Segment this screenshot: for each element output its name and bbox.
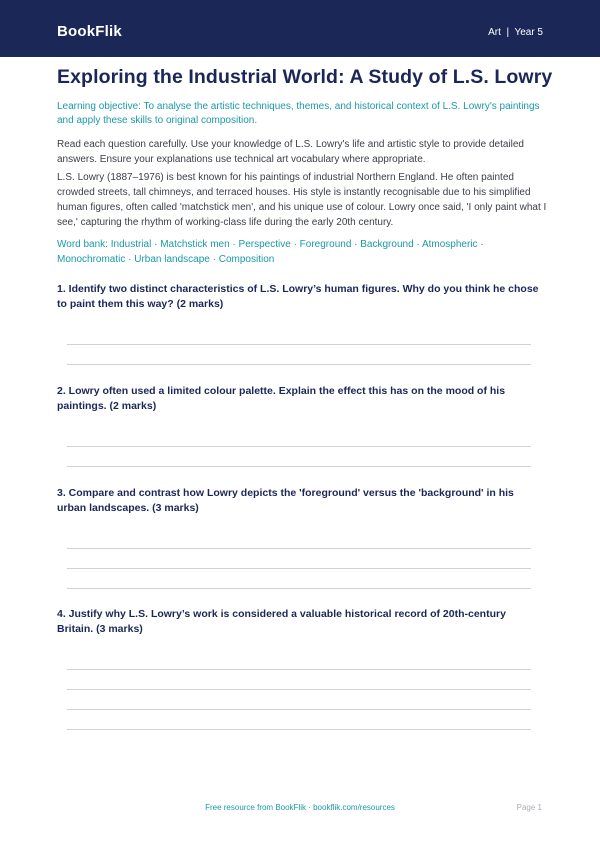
- answer-line[interactable]: [67, 669, 531, 670]
- answer-line[interactable]: [67, 446, 531, 447]
- question-3: 3. Compare and contrast how Lowry depicts the 'foreground' versus the 'background' in his urban landscapes. (3 marks): [57, 487, 514, 514]
- answer-line[interactable]: [67, 729, 531, 730]
- answer-line[interactable]: [67, 568, 531, 569]
- worksheet-title: Exploring the Industrial World: A Study of L.S. Lowry: [57, 66, 553, 88]
- question-4: 4. Justify why L.S. Lowry’s work is considered a valuable historical record of 20th-century Britain. (3 marks): [57, 608, 506, 635]
- word-bank: Word bank: Industrial · Matchstick men · Perspective · Foreground · Background · Atmospheric · Monochromatic · Urban landscape · Composition: [57, 239, 484, 265]
- footer-resource-link[interactable]: Free resource from BookFlik · bookflik.com/resources: [205, 803, 395, 812]
- answer-line[interactable]: [67, 588, 531, 589]
- answer-line[interactable]: [67, 689, 531, 690]
- question-1: 1. Identify two distinct characteristics of L.S. Lowry’s human figures. Why do you think he chose to paint them this way? (2 marks): [57, 283, 539, 310]
- page-number: Page 1: [516, 803, 542, 812]
- learning-objective: Learning objective: To analyse the artistic techniques, themes, and historical context of L.S. Lowry's paintings and apply these skills to original composition.: [57, 101, 540, 126]
- answer-line[interactable]: [67, 548, 531, 549]
- question-2: 2. Lowry often used a limited colour palette. Explain the effect this has on the mood of his paintings. (2 marks): [57, 385, 506, 412]
- header-bar: [0, 0, 600, 57]
- context-text: L.S. Lowry (1887–1976) is best known for his paintings of industrial Northern England. He often painted crowded streets, tall chimneys, and terraced houses. His style is instantly recognisable due to his simplified human figures, often called 'matchstick men', and his unique use of colour. Lowry once said, 'I only paint what I see,' capturing the rhythm of working-class life during the early 20th century.: [57, 172, 547, 228]
- subject-year-label: Art | Year 5: [488, 27, 543, 38]
- brand-logo-text: BookFlik: [57, 23, 122, 40]
- answer-line[interactable]: [67, 709, 531, 710]
- answer-line[interactable]: [67, 466, 531, 467]
- answer-line[interactable]: [67, 344, 531, 345]
- instructions-text: Read each question carefully. Use your knowledge of L.S. Lowry's life and artistic style to provide detailed answers. Ensure your explanations use technical art vocabulary where appropriate.: [57, 139, 524, 165]
- answer-line[interactable]: [67, 364, 531, 365]
